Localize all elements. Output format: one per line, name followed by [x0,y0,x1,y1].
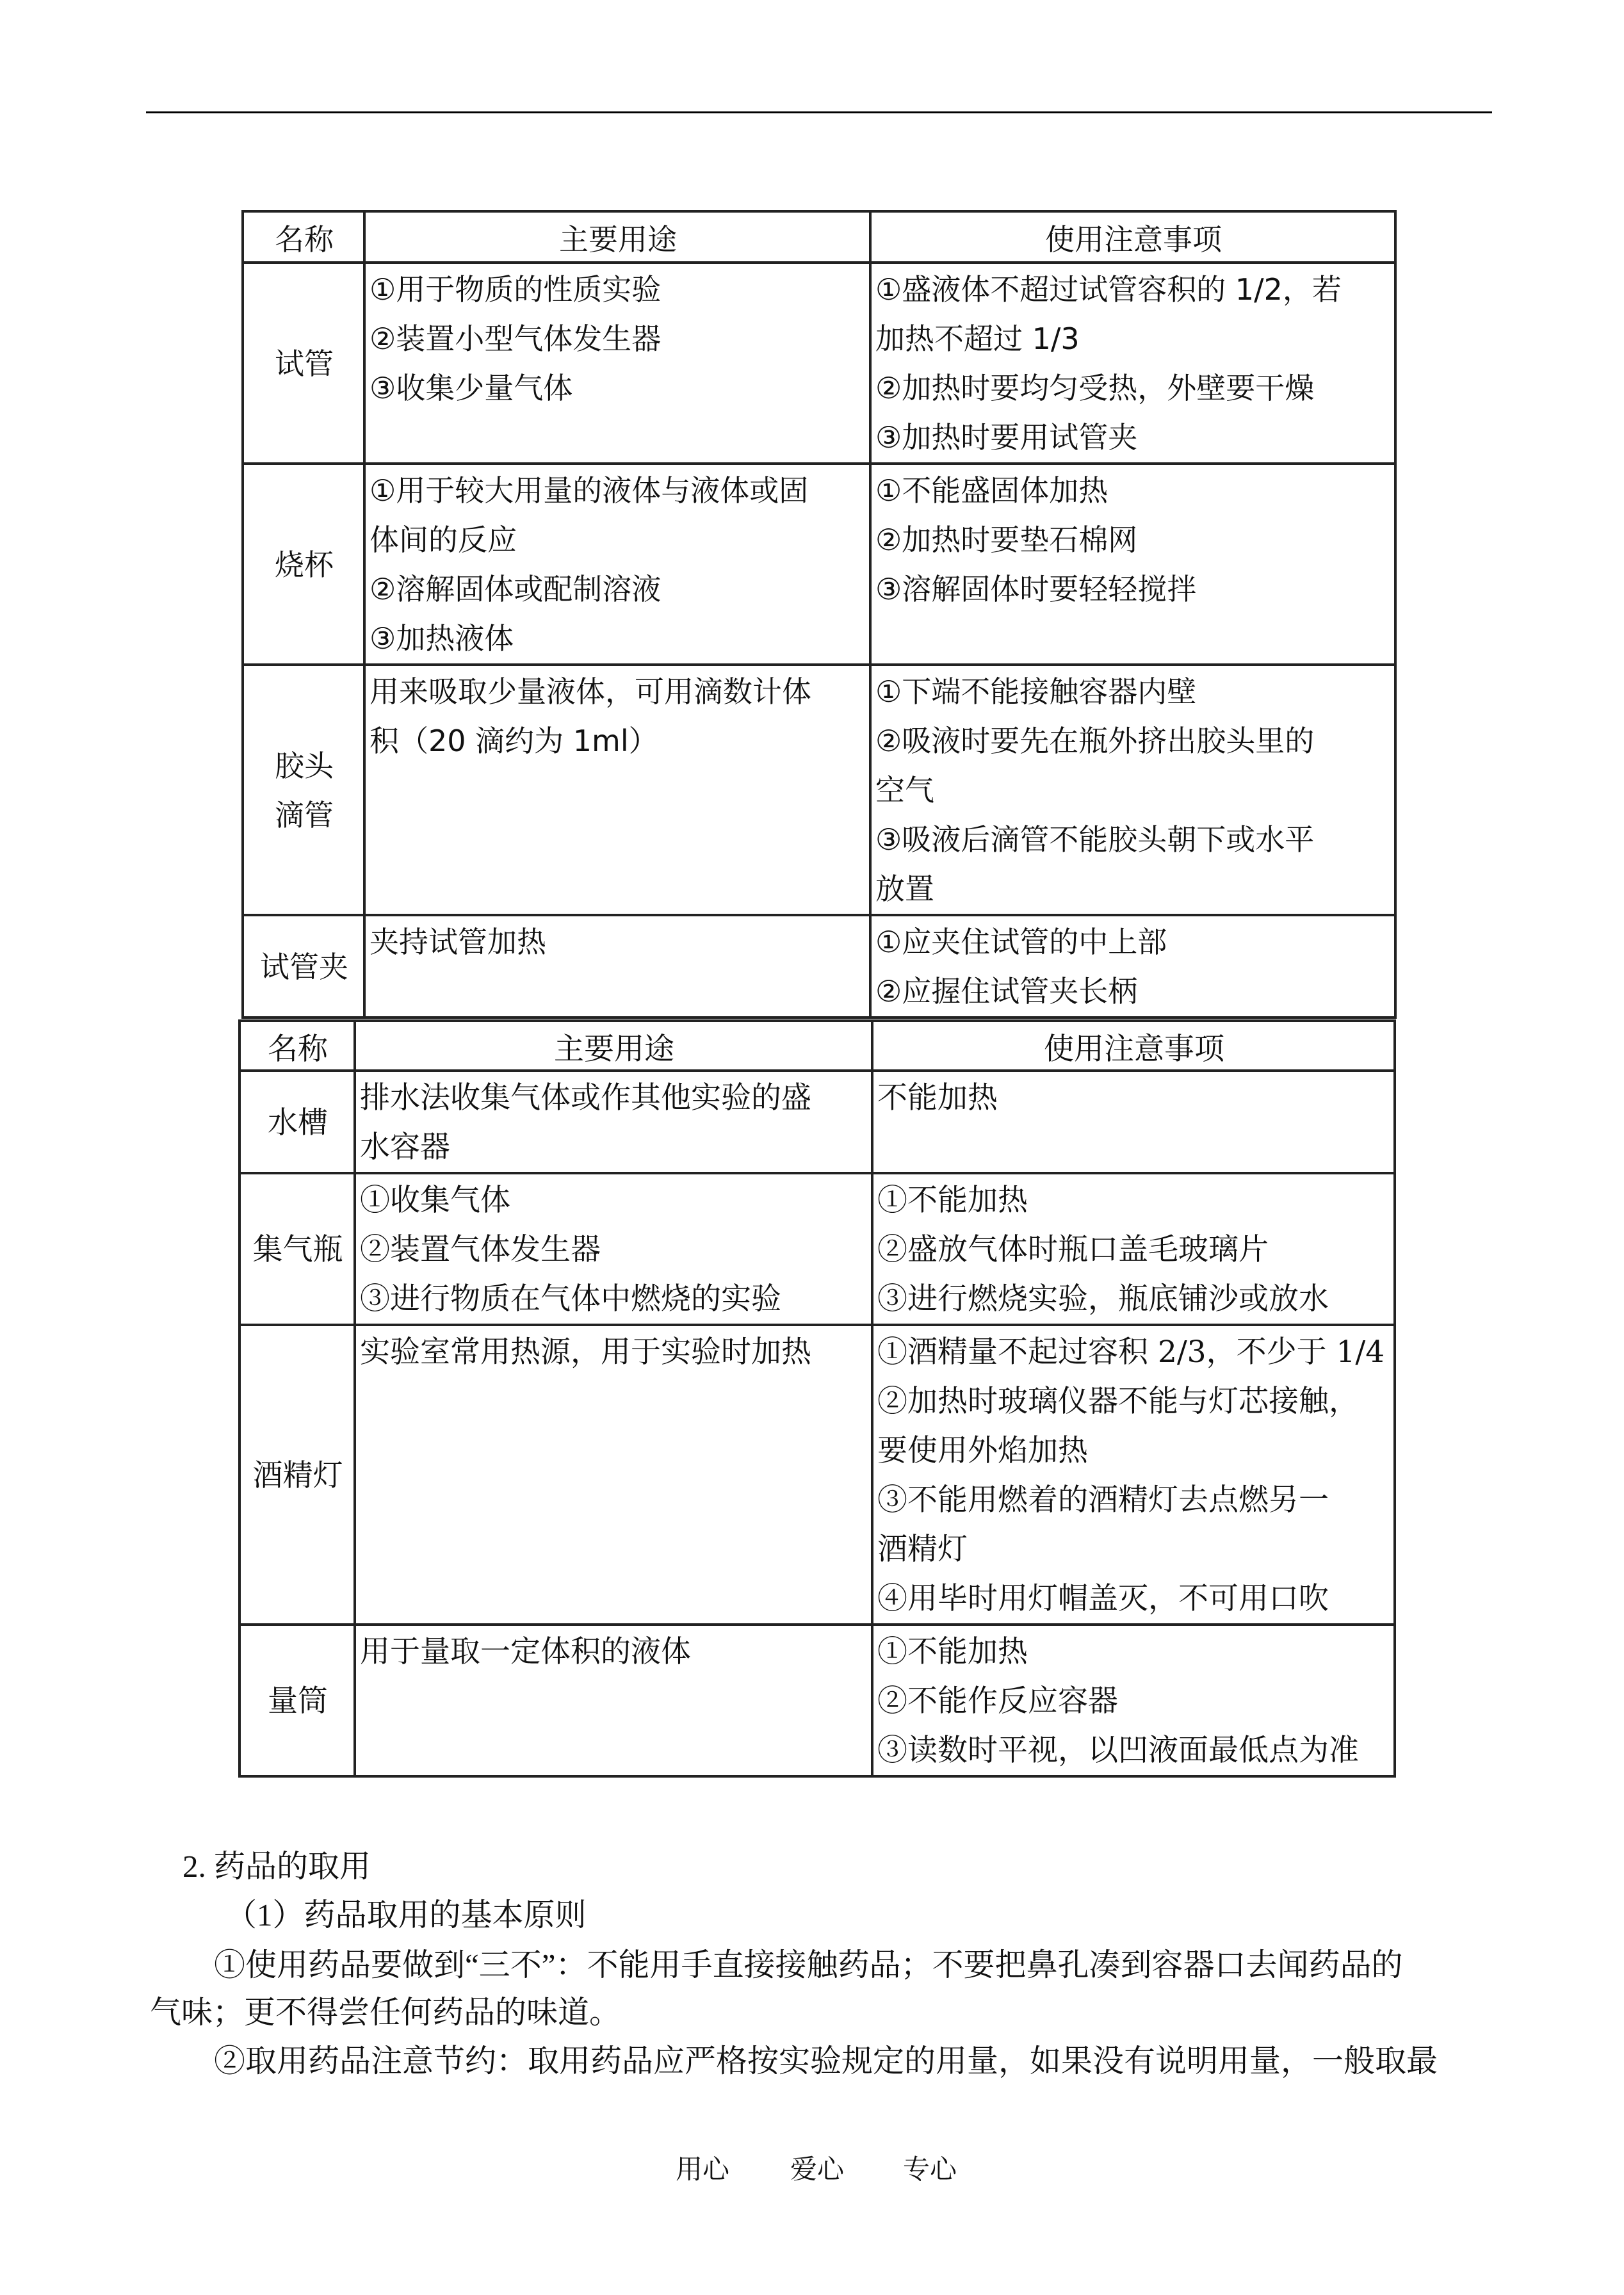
instrument-name: 试管夹 [243,915,364,1018]
instrument-uses: 用来吸取少量液体，可用滴数计体 积（20 滴约为 1ml） [364,665,870,915]
subsection-heading: （1）药品取用的基本原则 [225,1897,587,1933]
table-row [240,1173,1395,1325]
table-row [243,665,1395,915]
table-header-row [243,211,1395,263]
instrument-name: 酒精灯 [240,1325,355,1625]
header-notes: 使用注意事项 [872,1021,1395,1071]
instrument-uses: 实验室常用热源，用于实验时加热 [355,1325,872,1625]
header-rule [146,111,1492,113]
instrument-name: 胶头 滴管 [243,665,364,915]
instrument-uses: ①用于物质的性质实验 ②装置小型气体发生器 ③收集少量气体 [364,263,870,464]
paragraph-line: 气味；更不得尝任何药品的味道。 [150,1995,621,2030]
instrument-notes: ①盛液体不超过试管容积的 1/2，若 加热不超过 1/3 ②加热时要均匀受热，外壁要干燥 ③加热时要用试管夹 [870,263,1395,464]
table-header-row [240,1021,1395,1071]
instrument-name: 烧杯 [243,464,364,665]
instrument-uses: 夹持试管加热 [364,915,870,1018]
table-row [243,915,1395,1018]
instrument-notes: ①不能加热 ②不能作反应容器 ③读数时平视，以凹液面最低点为准 [872,1625,1395,1776]
table-row [240,1325,1395,1625]
instrument-uses: 排水法收集气体或作其他实验的盛 水容器 [355,1071,872,1173]
table-row [243,464,1395,665]
instrument-notes: ①酒精量不起过容积 2/3，不少于 1/4 ②加热时玻璃仪器不能与灯芯接触， 要使用外焰加热 ③不能用燃着的酒精灯去点燃另一 酒精灯 ④用毕时用灯帽盖灭，不可用口吹 [872,1325,1395,1625]
instrument-name: 量筒 [240,1625,355,1776]
instrument-notes: ①不能盛固体加热 ②加热时要垫石棉网 ③溶解固体时要轻轻搅拌 [870,464,1395,665]
instrument-name: 水槽 [240,1071,355,1173]
paragraph-line: ①使用药品要做到“三不”：不能用手直接接触药品；不要把鼻孔凑到容器口去闻药品的 [214,1947,1403,1983]
instrument-notes: ①不能加热 ②盛放气体时瓶口盖毛玻璃片 ③进行燃烧实验，瓶底铺沙或放水 [872,1173,1395,1325]
instrument-name: 集气瓶 [240,1173,355,1325]
table-row [243,263,1395,464]
table-row [240,1071,1395,1173]
instrument-table-1 [241,210,1397,1019]
header-name: 名称 [240,1021,355,1071]
instrument-notes: ①应夹住试管的中上部 ②应握住试管夹长柄 [870,915,1395,1018]
header-name: 名称 [243,211,364,263]
instrument-name: 试管 [243,263,364,464]
instrument-table-2 [238,1019,1396,1778]
footer-item: 用心 [676,2155,730,2185]
header-notes: 使用注意事项 [870,211,1395,263]
paragraph-line: ②取用药品注意节约：取用药品应严格按实验规定的用量，如果没有说明用量，一般取最 [214,2043,1438,2079]
footer-item: 爱心 [790,2155,845,2185]
instrument-uses: 用于量取一定体积的液体 [355,1625,872,1776]
footer-item: 专心 [903,2155,957,2185]
table-row [240,1625,1395,1776]
instrument-uses: ①用于较大用量的液体与液体或固 体间的反应 ②溶解固体或配制溶液 ③加热液体 [364,464,870,665]
header-uses: 主要用途 [364,211,870,263]
header-uses: 主要用途 [355,1021,872,1071]
instrument-uses: ①收集气体 ②装置气体发生器 ③进行物质在气体中燃烧的实验 [355,1173,872,1325]
section-heading: 2. 药品的取用 [183,1849,371,1884]
instrument-notes: 不能加热 [872,1071,1395,1173]
instrument-notes: ①下端不能接触容器内壁 ②吸液时要先在瓶外挤出胶头里的 空气 ③吸液后滴管不能胶头朝下或水平 放置 [870,665,1395,915]
